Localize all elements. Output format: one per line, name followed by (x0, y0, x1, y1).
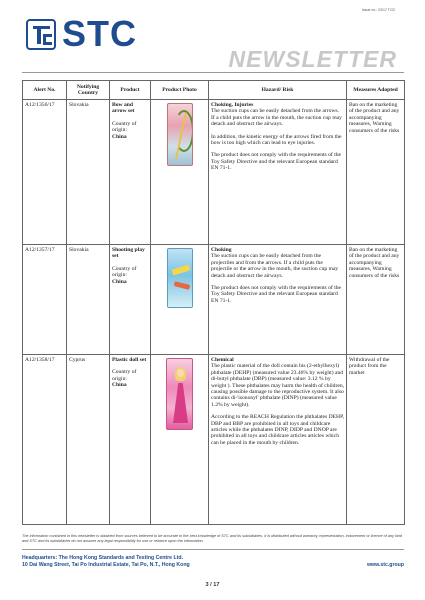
product-photo-shooting-set (167, 248, 193, 308)
product-cell (110, 245, 151, 355)
product-name: Plastic doll set (112, 357, 147, 363)
product-photo-doll-set (166, 358, 193, 430)
header-product: Product (110, 81, 151, 100)
country-of-origin-label: Country of origin: (112, 369, 137, 382)
product-name: Shooting play set (112, 247, 145, 260)
table-header-row (23, 81, 405, 100)
disclaimer: The information contained in this newsletter is obtained from sources believed to be accurate to the best knowledge of STC and its subsidiaries. It is distributed without warranty, representation, inducement or licence of any kind and STC and its subsidiaries do not assume any legal responsibility for use or reliance upon the information. (22, 534, 403, 543)
measures-adopted: Ban on the marketing of the product and any accompanying measures, Warning consumers of the risks (347, 100, 405, 245)
alert-no: A12/1357/17 (23, 245, 67, 355)
hq-line-1: Headquarters: The Hong Kong Standards and Testing Centre Ltd. (22, 555, 184, 561)
alerts-table (22, 80, 405, 525)
alert-no: A12/1358/17 (23, 355, 67, 525)
header-product-photo: Product Photo (151, 81, 209, 100)
hazard-paragraph: The suction cups can be easily detached from the projectiles and from the arrows. If a child puts the projectile or the arrow in the mouth, the suction cup may detach and obstruct the airways. (211, 253, 339, 279)
header-alert-no: Alert No. (23, 81, 67, 100)
hazard-paragraph: The product does not comply with the requirements of the Toy Safety Directive and the relevant European standard EN 71-1. (211, 152, 342, 172)
hazard-cell (209, 100, 347, 245)
hq-line-2: 10 Dai Wang Street, Tai Po Industrial Estate, Tai Po, N.T., Hong Kong (22, 562, 190, 568)
hazard-paragraph: The plastic material of the doll contain bis (2-ethylhexyl) phthalate (DEHP) (measured value 23.46% by weight) and di-butyl phthalate (DBP) (measured value: 3.12 % by weight ). These phthalates may harm the health of children, causing possible damage to the reproductive system. It also contains di-'isononyl' phthalate (DINP) (measured value 1.2% by weight). (211, 363, 345, 408)
header-hazard-risk: Hazard/ Risk (209, 81, 347, 100)
hazard-title: Choking (211, 247, 232, 253)
hazard-paragraph: According to the REACH Regulation the phthalates DEHP, DBP and BBP are prohibited in all toys and childcare articles while the phthalates DINP, DIDP and DNOP are prohibited in all toys and childcare articles articles which can be placed in the mouth by children. (211, 414, 344, 446)
measures-adopted: Withdrawal of the product from the market (347, 355, 405, 525)
page-number: 3 / 17 (205, 582, 220, 588)
notifying-country: Slovakia (67, 100, 110, 245)
product-photo-bow-arrow (167, 103, 193, 166)
hazard-cell (209, 355, 347, 525)
product-name: Bow and arrow set (112, 102, 135, 115)
hazard-title: Choking, Injuries (211, 102, 254, 108)
hazard-paragraph: The suction cups can be easily detached from the arrows. If a child puts the arrow in the mouth, the suction cup may detach and obstruct the airways. (211, 108, 342, 128)
hazard-cell (209, 245, 347, 355)
headquarters-address (22, 555, 190, 569)
stc-logo (26, 13, 137, 54)
logo-text: STC (62, 13, 137, 54)
alert-no: A12/1356/17 (23, 100, 67, 245)
hazard-paragraph: In addition, the kinetic energy of the arrows fired from the bow is too high which can lead to eye injuries. (211, 133, 342, 147)
issue-number: Issue no.: 23/17 TCD (361, 8, 395, 12)
product-photo-cell (151, 100, 209, 245)
table-row (23, 355, 405, 525)
table-row (23, 100, 405, 245)
product-photo-cell (151, 245, 209, 355)
header-measures-adopted: Measures Adopted (347, 81, 405, 100)
website-link[interactable]: www.stc.group (367, 562, 404, 568)
product-photo-cell (151, 355, 209, 525)
country-of-origin-label: Country of origin: (112, 265, 137, 279)
country-of-origin: China (112, 382, 127, 389)
stc-logo-icon (26, 19, 56, 50)
table-row (23, 245, 405, 355)
measures-adopted: Ban on the marketing of the product and any accompanying measures, Warning consumers of the risks (347, 245, 405, 355)
country-of-origin: China (112, 133, 127, 140)
notifying-country: Cyprus (67, 355, 110, 525)
hazard-paragraph: The product does not comply with the requirements of the Toy Safety Directive and the relevant European standard EN 71-1. (211, 285, 342, 304)
header-notifying-country: Notifying Country (67, 81, 110, 100)
country-of-origin: China (112, 278, 127, 285)
header-divider (22, 72, 404, 73)
footer-divider (22, 549, 404, 550)
notifying-country: Slovakia (67, 245, 110, 355)
hazard-title: Chemical (211, 357, 234, 363)
product-cell (110, 355, 151, 525)
country-of-origin-label: Country of origin: (112, 120, 137, 134)
product-cell (110, 100, 151, 245)
newsletter-title: NEWSLETTER (228, 46, 397, 72)
